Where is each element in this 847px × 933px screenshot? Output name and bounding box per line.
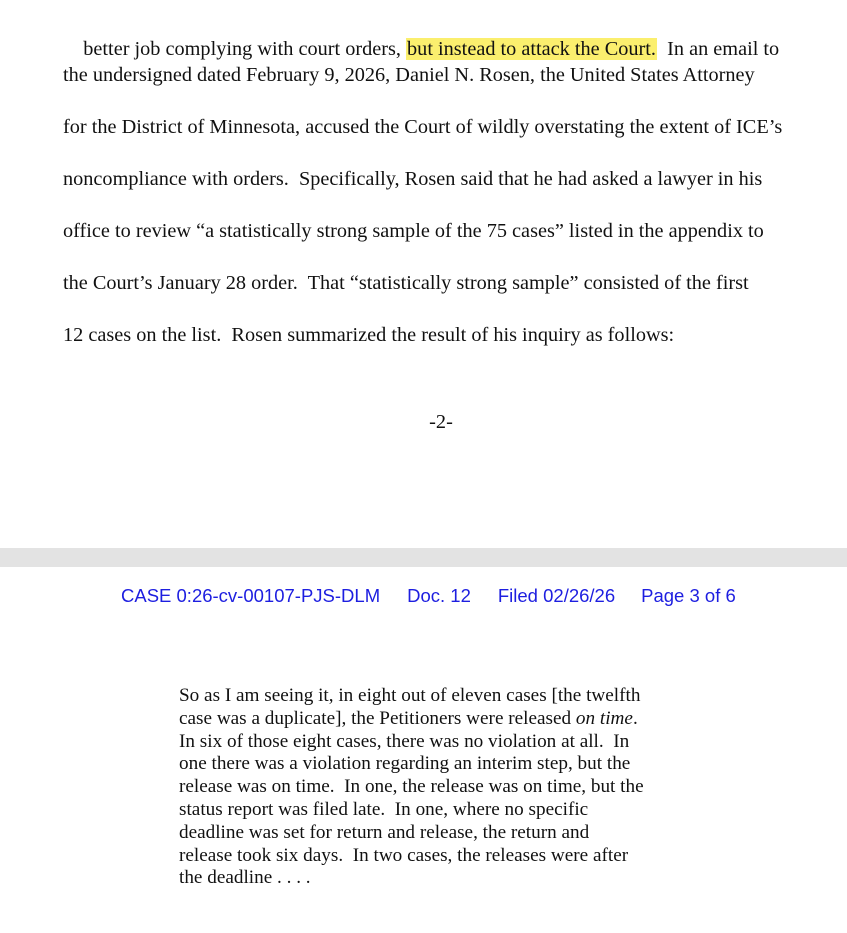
body-text-line: 12 cases on the list. Rosen summarized the result of his inquiry as follows: <box>63 324 675 346</box>
filed-date: Filed 02/26/26 <box>497 585 616 606</box>
page-count: Page 3 of 6 <box>641 585 736 606</box>
text-run: . <box>632 707 638 729</box>
text-run: case was a duplicate], the Petitioners were released <box>179 707 576 729</box>
quote-line: the deadline . . . . <box>179 867 311 889</box>
text-run: In an email to <box>656 38 780 60</box>
quote-line: status report was filed late. In one, where no specific <box>179 798 589 820</box>
page-bottom-fragment <box>0 567 847 933</box>
body-text-line: the undersigned dated February 9, 2026, Daniel N. Rosen, the United States Attorney <box>63 64 755 86</box>
quote-line: deadline was set for return and release, the return and <box>179 821 590 843</box>
highlighted-text: but instead to attack the Court. <box>407 38 656 60</box>
body-text-line: noncompliance with orders. Specifically, Rosen said that he had asked a lawyer in his <box>63 168 763 190</box>
quote-line: one there was a violation regarding an interim step, but the <box>179 753 631 775</box>
quote-line: release took six days. In two cases, the releases were after <box>179 844 629 866</box>
block-quote <box>179 685 644 890</box>
quote-line <box>179 708 644 731</box>
text-run: better job complying with court orders, <box>83 38 407 60</box>
page-separator <box>0 548 847 567</box>
quote-line: So as I am seeing it, in eight out of eleven cases [the twelfth <box>179 685 641 706</box>
case-number: CASE 0:26-cv-00107-PJS-DLM <box>121 585 381 606</box>
italic-text: on time <box>575 707 633 729</box>
page-number: -2- <box>429 411 453 433</box>
body-text-line: for the District of Minnesota, accused the Court of wildly overstating the extent of ICE’s <box>63 116 783 138</box>
body-text-line: the Court’s January 28 order. That “statistically strong sample” consisted of the first <box>63 272 749 294</box>
quote-line: release was on time. In one, the release was on time, but the <box>179 776 644 798</box>
doc-number: Doc. 12 <box>407 585 471 606</box>
case-header <box>121 585 736 607</box>
body-text-line: office to review “a statistically strong sample of the 75 cases” listed in the appendix to <box>63 220 764 242</box>
quote-line: In six of those eight cases, there was no violation at all. In <box>179 730 630 752</box>
